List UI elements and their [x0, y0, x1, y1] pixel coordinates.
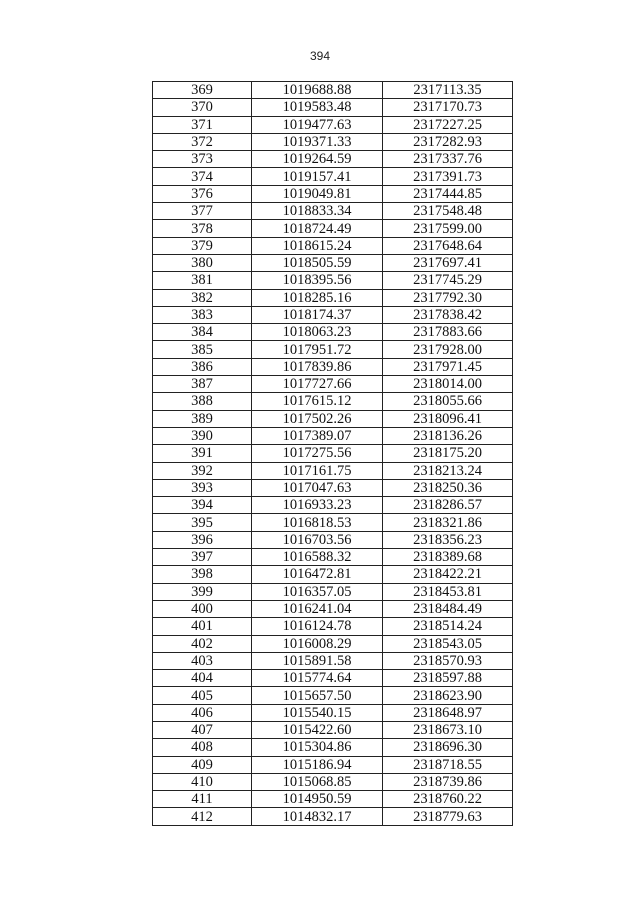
- point-number-cell: 396: [153, 531, 252, 548]
- table-row: [153, 376, 513, 393]
- point-number-cell: 372: [153, 133, 252, 150]
- point-number-cell: 402: [153, 635, 252, 652]
- table-row: [153, 341, 513, 358]
- table-row: [153, 531, 513, 548]
- page-number: 394: [309, 49, 331, 63]
- y-coordinate-cell: 2318648.97: [383, 704, 513, 721]
- x-coordinate-cell: 1017047.63: [252, 479, 383, 496]
- table-row: [153, 670, 513, 687]
- table-row: [153, 600, 513, 617]
- x-coordinate-cell: 1016124.78: [252, 618, 383, 635]
- point-number-cell: 382: [153, 289, 252, 306]
- table-row: [153, 133, 513, 150]
- x-coordinate-cell: 1018395.56: [252, 272, 383, 289]
- point-number-cell: 409: [153, 756, 252, 773]
- y-coordinate-cell: 2317599.00: [383, 220, 513, 237]
- point-number-cell: 371: [153, 116, 252, 133]
- y-coordinate-cell: 2317391.73: [383, 168, 513, 185]
- point-number-cell: 373: [153, 151, 252, 168]
- table-row: [153, 185, 513, 202]
- table-row: [153, 393, 513, 410]
- point-number-cell: 401: [153, 618, 252, 635]
- table-row: [153, 618, 513, 635]
- x-coordinate-cell: 1015540.15: [252, 704, 383, 721]
- table-row: [153, 254, 513, 271]
- table-row: [153, 324, 513, 341]
- y-coordinate-cell: 2317838.42: [383, 306, 513, 323]
- table-row: [153, 427, 513, 444]
- x-coordinate-cell: 1017161.75: [252, 462, 383, 479]
- y-coordinate-cell: 2318213.24: [383, 462, 513, 479]
- point-number-cell: 393: [153, 479, 252, 496]
- x-coordinate-cell: 1014832.17: [252, 808, 383, 825]
- x-coordinate-cell: 1015774.64: [252, 670, 383, 687]
- point-number-cell: 405: [153, 687, 252, 704]
- table-row: [153, 289, 513, 306]
- point-number-cell: 397: [153, 549, 252, 566]
- point-number-cell: 406: [153, 704, 252, 721]
- x-coordinate-cell: 1017951.72: [252, 341, 383, 358]
- point-number-cell: 391: [153, 445, 252, 462]
- x-coordinate-cell: 1018833.34: [252, 203, 383, 220]
- y-coordinate-cell: 2318286.57: [383, 497, 513, 514]
- y-coordinate-cell: 2318484.49: [383, 600, 513, 617]
- x-coordinate-cell: 1017502.26: [252, 410, 383, 427]
- y-coordinate-cell: 2317170.73: [383, 99, 513, 116]
- y-coordinate-cell: 2317971.45: [383, 358, 513, 375]
- x-coordinate-cell: 1014950.59: [252, 791, 383, 808]
- y-coordinate-cell: 2317928.00: [383, 341, 513, 358]
- x-coordinate-cell: 1019157.41: [252, 168, 383, 185]
- table-row: [153, 272, 513, 289]
- x-coordinate-cell: 1019583.48: [252, 99, 383, 116]
- point-number-cell: 390: [153, 427, 252, 444]
- table-row: [153, 566, 513, 583]
- point-number-cell: 376: [153, 185, 252, 202]
- y-coordinate-cell: 2318014.00: [383, 376, 513, 393]
- y-coordinate-cell: 2318760.22: [383, 791, 513, 808]
- table-row: [153, 583, 513, 600]
- x-coordinate-cell: 1015304.86: [252, 739, 383, 756]
- table-row: [153, 791, 513, 808]
- y-coordinate-cell: 2318739.86: [383, 773, 513, 790]
- point-number-cell: 381: [153, 272, 252, 289]
- y-coordinate-cell: 2318389.68: [383, 549, 513, 566]
- x-coordinate-cell: 1018724.49: [252, 220, 383, 237]
- y-coordinate-cell: 2317697.41: [383, 254, 513, 271]
- point-number-cell: 380: [153, 254, 252, 271]
- table-row: [153, 220, 513, 237]
- y-coordinate-cell: 2317792.30: [383, 289, 513, 306]
- table-row: [153, 739, 513, 756]
- table-row: [153, 358, 513, 375]
- x-coordinate-cell: 1019477.63: [252, 116, 383, 133]
- table-row: [153, 168, 513, 185]
- table-row: [153, 497, 513, 514]
- x-coordinate-cell: 1017727.66: [252, 376, 383, 393]
- x-coordinate-cell: 1016703.56: [252, 531, 383, 548]
- table-row: [153, 514, 513, 531]
- x-coordinate-cell: 1018505.59: [252, 254, 383, 271]
- y-coordinate-cell: 2318696.30: [383, 739, 513, 756]
- x-coordinate-cell: 1017389.07: [252, 427, 383, 444]
- y-coordinate-cell: 2317282.93: [383, 133, 513, 150]
- point-number-cell: 383: [153, 306, 252, 323]
- y-coordinate-cell: 2318673.10: [383, 721, 513, 738]
- x-coordinate-cell: 1018063.23: [252, 324, 383, 341]
- x-coordinate-cell: 1019049.81: [252, 185, 383, 202]
- y-coordinate-cell: 2318453.81: [383, 583, 513, 600]
- table-row: [153, 773, 513, 790]
- y-coordinate-cell: 2317648.64: [383, 237, 513, 254]
- x-coordinate-cell: 1018174.37: [252, 306, 383, 323]
- y-coordinate-cell: 2318422.21: [383, 566, 513, 583]
- x-coordinate-cell: 1019371.33: [252, 133, 383, 150]
- table-row: [153, 116, 513, 133]
- table-row: [153, 306, 513, 323]
- table-row: [153, 445, 513, 462]
- table-row: [153, 99, 513, 116]
- table-row: [153, 652, 513, 669]
- x-coordinate-cell: 1018285.16: [252, 289, 383, 306]
- y-coordinate-cell: 2318175.20: [383, 445, 513, 462]
- x-coordinate-cell: 1015422.60: [252, 721, 383, 738]
- point-number-cell: 388: [153, 393, 252, 410]
- y-coordinate-cell: 2318321.86: [383, 514, 513, 531]
- x-coordinate-cell: 1019688.88: [252, 82, 383, 99]
- y-coordinate-cell: 2318250.36: [383, 479, 513, 496]
- point-number-cell: 378: [153, 220, 252, 237]
- x-coordinate-cell: 1015891.58: [252, 652, 383, 669]
- point-number-cell: 369: [153, 82, 252, 99]
- x-coordinate-cell: 1016472.81: [252, 566, 383, 583]
- y-coordinate-cell: 2317227.25: [383, 116, 513, 133]
- y-coordinate-cell: 2318055.66: [383, 393, 513, 410]
- y-coordinate-cell: 2318597.88: [383, 670, 513, 687]
- table-row: [153, 721, 513, 738]
- point-number-cell: 389: [153, 410, 252, 427]
- y-coordinate-cell: 2317883.66: [383, 324, 513, 341]
- x-coordinate-cell: 1017275.56: [252, 445, 383, 462]
- point-number-cell: 384: [153, 324, 252, 341]
- y-coordinate-cell: 2318514.24: [383, 618, 513, 635]
- x-coordinate-cell: 1015657.50: [252, 687, 383, 704]
- point-number-cell: 408: [153, 739, 252, 756]
- x-coordinate-cell: 1016588.32: [252, 549, 383, 566]
- x-coordinate-cell: 1016818.53: [252, 514, 383, 531]
- table-row: [153, 549, 513, 566]
- point-number-cell: 395: [153, 514, 252, 531]
- point-number-cell: 385: [153, 341, 252, 358]
- point-number-cell: 404: [153, 670, 252, 687]
- x-coordinate-cell: 1019264.59: [252, 151, 383, 168]
- y-coordinate-cell: 2317745.29: [383, 272, 513, 289]
- x-coordinate-cell: 1015186.94: [252, 756, 383, 773]
- point-number-cell: 387: [153, 376, 252, 393]
- table-row: [153, 808, 513, 825]
- point-number-cell: 410: [153, 773, 252, 790]
- x-coordinate-cell: 1017615.12: [252, 393, 383, 410]
- y-coordinate-cell: 2318356.23: [383, 531, 513, 548]
- x-coordinate-cell: 1016933.23: [252, 497, 383, 514]
- point-number-cell: 377: [153, 203, 252, 220]
- table-row: [153, 479, 513, 496]
- y-coordinate-cell: 2318543.05: [383, 635, 513, 652]
- y-coordinate-cell: 2318136.26: [383, 427, 513, 444]
- x-coordinate-cell: 1016008.29: [252, 635, 383, 652]
- table-row: [153, 687, 513, 704]
- table-row: [153, 756, 513, 773]
- y-coordinate-cell: 2318779.63: [383, 808, 513, 825]
- table-body: [153, 82, 513, 826]
- y-coordinate-cell: 2318718.55: [383, 756, 513, 773]
- table-row: [153, 635, 513, 652]
- x-coordinate-cell: 1018615.24: [252, 237, 383, 254]
- table-row: [153, 203, 513, 220]
- point-number-cell: 407: [153, 721, 252, 738]
- point-number-cell: 370: [153, 99, 252, 116]
- y-coordinate-cell: 2317548.48: [383, 203, 513, 220]
- y-coordinate-cell: 2318570.93: [383, 652, 513, 669]
- table-row: [153, 82, 513, 99]
- table-row: [153, 704, 513, 721]
- table-row: [153, 410, 513, 427]
- x-coordinate-cell: 1017839.86: [252, 358, 383, 375]
- point-number-cell: 399: [153, 583, 252, 600]
- point-number-cell: 412: [153, 808, 252, 825]
- x-coordinate-cell: 1015068.85: [252, 773, 383, 790]
- table-row: [153, 237, 513, 254]
- point-number-cell: 394: [153, 497, 252, 514]
- point-number-cell: 379: [153, 237, 252, 254]
- y-coordinate-cell: 2318096.41: [383, 410, 513, 427]
- x-coordinate-cell: 1016357.05: [252, 583, 383, 600]
- y-coordinate-cell: 2317337.76: [383, 151, 513, 168]
- point-number-cell: 386: [153, 358, 252, 375]
- point-number-cell: 411: [153, 791, 252, 808]
- table-row: [153, 462, 513, 479]
- point-number-cell: 400: [153, 600, 252, 617]
- x-coordinate-cell: 1016241.04: [252, 600, 383, 617]
- y-coordinate-cell: 2317444.85: [383, 185, 513, 202]
- table-row: [153, 151, 513, 168]
- point-number-cell: 403: [153, 652, 252, 669]
- point-number-cell: 392: [153, 462, 252, 479]
- y-coordinate-cell: 2318623.90: [383, 687, 513, 704]
- point-number-cell: 374: [153, 168, 252, 185]
- coordinate-table: [152, 81, 513, 826]
- point-number-cell: 398: [153, 566, 252, 583]
- y-coordinate-cell: 2317113.35: [383, 82, 513, 99]
